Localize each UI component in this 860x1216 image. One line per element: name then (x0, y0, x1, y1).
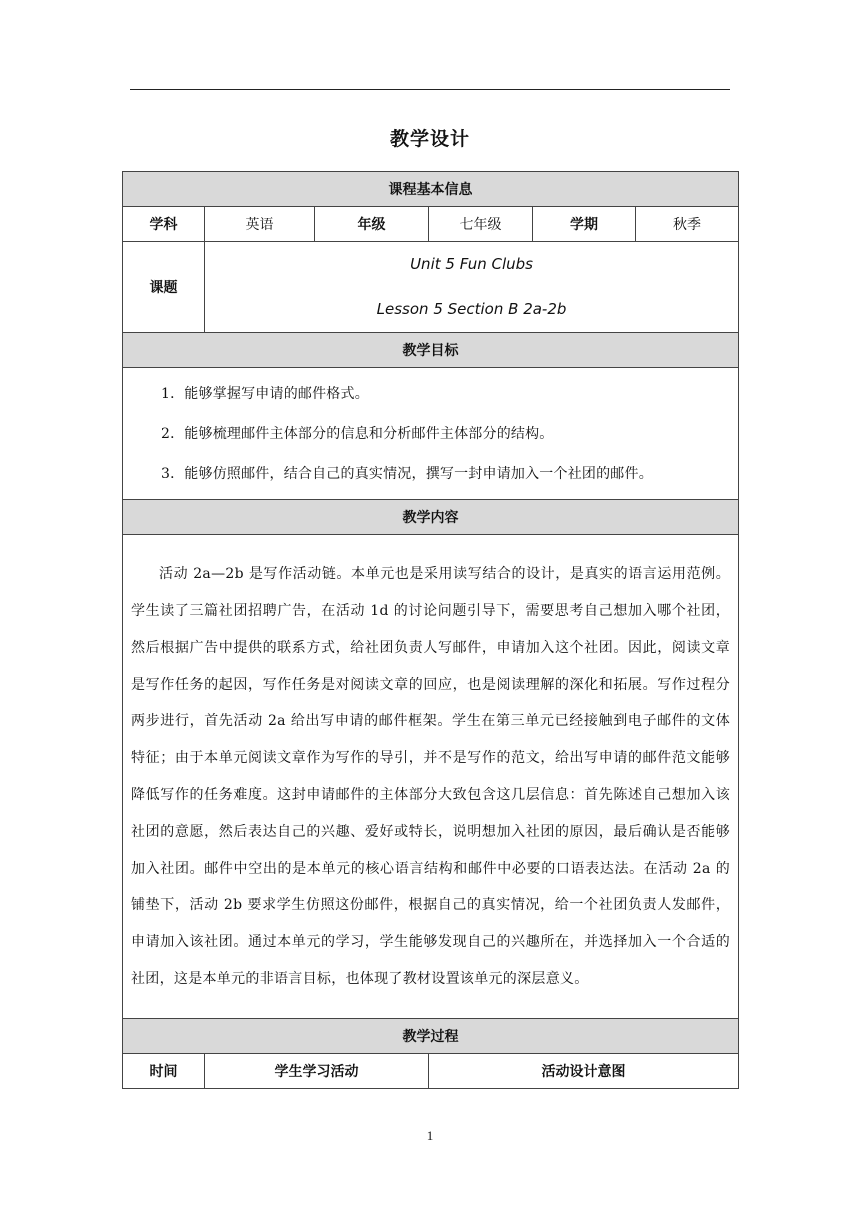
grade-value: 七年级 (429, 207, 533, 242)
grade-label: 年级 (315, 207, 429, 242)
document-title: 教学设计 (389, 128, 470, 150)
content-body (123, 535, 739, 1019)
objective-item: 1．能够掌握写申请的邮件格式。 (161, 385, 369, 402)
content-header-row (123, 500, 739, 535)
subject-label: 学科 (123, 207, 205, 242)
content-row (123, 535, 739, 1019)
process-header: 教学过程 (123, 1019, 739, 1054)
process-columns-row (123, 1054, 739, 1089)
topic-lesson: Lesson 5 Section B 2a-2b (376, 300, 567, 318)
objective-item: 2．能够梳理邮件主体部分的信息和分析邮件主体部分的结构。 (161, 425, 554, 442)
col-intent: 活动设计意图 (429, 1054, 739, 1089)
basic-info-header-row (123, 172, 739, 207)
col-time: 时间 (123, 1054, 205, 1089)
process-header-row (123, 1019, 739, 1054)
objectives-header-row (123, 333, 739, 368)
page-number: 1 (426, 1128, 434, 1143)
objectives-header: 教学目标 (123, 333, 739, 368)
term-label: 学期 (533, 207, 636, 242)
topic-value (205, 242, 739, 333)
objectives-row (123, 368, 739, 500)
objective-item: 3．能够仿照邮件，结合自己的真实情况，撰写一封申请加入一个社团的邮件。 (161, 465, 653, 482)
topic-row (123, 242, 739, 333)
header-rule (130, 89, 730, 90)
term-value: 秋季 (636, 207, 739, 242)
topic-unit: Unit 5 Fun Clubs (410, 255, 533, 273)
subject-value: 英语 (205, 207, 315, 242)
objectives-list (123, 368, 739, 500)
lesson-plan-table (122, 171, 739, 1089)
content-paragraph: 活动 2a—2b 是写作活动链。本单元也是采用读写结合的设计，是真实的语言运用范例。学生读了三篇社团招聘广告，在活动 1d 的讨论问题引导下，需要思考自己想加入哪个社团，然后根据广告中提供的联系方式，给社团负责人写邮件，申请加入这个社团。因此，阅读文章是写作任务的起因，写作任务是对阅读文章的回应，也是阅读理解的深化和拓展。写作过程分两步进行，首先活动 2a 给出写申请的邮件框架。学生在第三单元已经接触到电子邮件的文体特征；由于本单元阅读文章作为写作的导引，并不是写作的范文，给出写申请的邮件范文能够降低写作的任务难度。这封申请邮件的主体部分大致包含这几层信息：首先陈述自己想加入该社团的意愿，然后表达自己的兴趣、爱好或特长，说明想加入社团的原因，最后确认是否能够加入社团。邮件中空出的是本单元的核心语言结构和邮件中必要的口语表达法。在活动 2a 的铺垫下，活动 2b 要求学生仿照这份邮件，根据自己的真实情况，给一个社团负责人发邮件，申请加入该社团。通过本单元的学习，学生能够发现自己的兴趣所在，并选择加入一个合适的社团，这是本单元的非语言目标，也体现了教材设置该单元的深层意义。 (131, 566, 731, 987)
basic-info-header: 课程基本信息 (123, 172, 739, 207)
content-header: 教学内容 (123, 500, 739, 535)
col-activity: 学生学习活动 (205, 1054, 429, 1089)
subject-grade-term-row (123, 207, 739, 242)
topic-label: 课题 (123, 242, 205, 333)
